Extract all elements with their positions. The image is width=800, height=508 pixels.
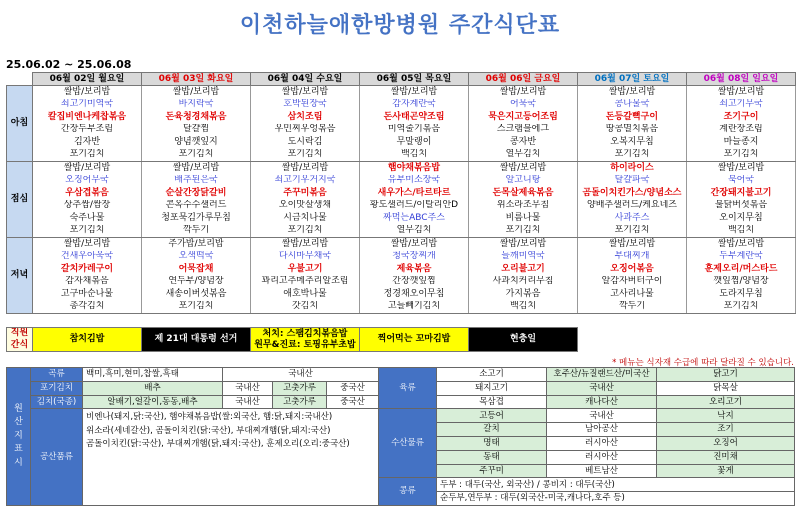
menu-cell: 가지볶음 <box>469 288 578 301</box>
menu-cell: 꽈리고추메추리알조림 <box>251 276 360 289</box>
menu-cell: 북어국 <box>687 175 796 188</box>
sea-item: 낙지 <box>657 409 795 423</box>
sea-item: 명태 <box>437 436 547 450</box>
menu-cell: 포기김치 <box>142 301 251 314</box>
sea-item: 주꾸미 <box>437 464 547 478</box>
menu-cell: 어묵국 <box>469 99 578 112</box>
snack-item <box>33 328 142 352</box>
menu-cell: 포기김치 <box>578 225 687 238</box>
grain-label: 곡류 <box>31 368 83 382</box>
menu-cell: 유부미소장국 <box>360 175 469 188</box>
menu-cell: 미역줄기볶음 <box>360 124 469 137</box>
meat-item: 닭고기 <box>657 368 795 382</box>
menu-cell: 비름나물 <box>469 212 578 225</box>
menu-cell: 삼치조림 <box>251 111 360 124</box>
menu-cell: 오리불고기 <box>469 263 578 276</box>
kimchi2-label: 김치(국종) <box>31 395 83 409</box>
menu-cell: 쌀밥/보리밥 <box>33 86 142 99</box>
menu-cell: 쌀밥/보리밥 <box>578 238 687 251</box>
menu-cell: 애호박나물 <box>251 288 360 301</box>
menu-cell: 김자반 <box>33 136 142 149</box>
menu-cell: 쌀밥/보리밥 <box>142 86 251 99</box>
snack-item <box>687 328 796 352</box>
menu-cell: 알고니탕 <box>469 175 578 188</box>
menu-cell: 주가밥/보리밥 <box>142 238 251 251</box>
menu-cell: 포기김치 <box>578 149 687 162</box>
menu-cell: 땅콩멸치볶음 <box>578 124 687 137</box>
menu-cell: 사과주스 <box>578 212 687 225</box>
menu-cell: 황도샐러드/이탈리안D <box>360 200 469 213</box>
menu-cell: 포기김치 <box>33 149 142 162</box>
menu-cell: 포기김치 <box>251 149 360 162</box>
day-header: 06월 08일 일요일 <box>687 73 796 86</box>
processed-line: 비엔나(돼지,닭:국산), 햄야채볶음밥(쌀:외국산, 햄:닭,돼지:국내산) <box>86 412 333 423</box>
snack-text: 참치김밥 <box>69 334 105 345</box>
menu-cell: 새송이버섯볶음 <box>142 288 251 301</box>
menu-cell: 숙주나물 <box>33 212 142 225</box>
snack-text: 처치: 스팸김치볶음밥 <box>262 328 348 339</box>
menu-cell: 쌀밥/보리밥 <box>469 86 578 99</box>
menu-cell: 콘옥수수샐러드 <box>142 200 251 213</box>
menu-cell: 백김치 <box>360 149 469 162</box>
sea-item: 갈치 <box>437 423 547 437</box>
menu-cell: 쌀밥/보리밥 <box>687 238 796 251</box>
menu-cell: 오징어무국 <box>33 175 142 188</box>
menu-cell: 포기김치 <box>142 149 251 162</box>
menu-cell: 간장두부조림 <box>33 124 142 137</box>
menu-cell: 새우가스/타르타르 <box>360 187 469 200</box>
sea-item: 조기 <box>657 423 795 437</box>
menu-cell: 고들빼기김치 <box>360 301 469 314</box>
menu-cell: 시금치나물 <box>251 212 360 225</box>
menu-cell: 들깨미역국 <box>469 251 578 264</box>
menu-cell: 짜먹는ABC주스 <box>360 212 469 225</box>
menu-cell: 정경채오이무침 <box>360 288 469 301</box>
menu-cell: 도시락김 <box>251 136 360 149</box>
sea-item: 꽃게 <box>657 464 795 478</box>
snack-text: 원무&진료: 토핑유부초밥 <box>254 339 356 350</box>
menu-cell: 사과치커리무침 <box>469 276 578 289</box>
menu-cell: 돈육청경채볶음 <box>142 111 251 124</box>
menu-cell: 쌀밥/보리밥 <box>251 162 360 175</box>
menu-cell: 불닭버섯볶음 <box>687 200 796 213</box>
sea-country: 러시아산 <box>547 450 657 464</box>
menu-cell: 포기김치 <box>33 225 142 238</box>
menu-cell: 간장깻잎찜 <box>360 276 469 289</box>
day-header: 06월 02일 월요일 <box>33 73 142 86</box>
menu-cell: 열무김치 <box>360 225 469 238</box>
menu-cell: 포기김치 <box>469 225 578 238</box>
bean-line: 두부 : 대두(국산, 외국산) / 콩비지 : 대두(국산) <box>437 478 795 492</box>
menu-cell: 백김치 <box>469 301 578 314</box>
pepper-label: 고춧가루 <box>273 381 327 395</box>
menu-cell: 쇠고기미역국 <box>33 99 142 112</box>
snack-label-top: 직원 <box>10 328 29 338</box>
origin-table <box>6 367 795 506</box>
menu-cell: 청포묵김가루무침 <box>142 212 251 225</box>
menu-cell: 계란장조림 <box>687 124 796 137</box>
meal-label: 점심 <box>7 162 33 238</box>
sea-item: 동태 <box>437 450 547 464</box>
menu-cell: 백김치 <box>687 225 796 238</box>
menu-cell: 부대찌개 <box>578 251 687 264</box>
menu-cell: 간장돼지불고기 <box>687 187 796 200</box>
sea-item: 고등어 <box>437 409 547 423</box>
snack-text: 제 21대 대통령 선거 <box>154 334 238 345</box>
menu-cell: 마늘종지 <box>687 136 796 149</box>
sea-country: 남아공산 <box>547 423 657 437</box>
menu-cell: 쌀밥/보리밥 <box>251 86 360 99</box>
menu-cell: 쌀밥/보리밥 <box>687 162 796 175</box>
menu-cell: 고사리나물 <box>578 288 687 301</box>
bean-line: 순두부,연두부 : 대두(외국산-미국,캐나다,호주 등) <box>437 492 795 506</box>
menu-cell: 두부계란국 <box>687 251 796 264</box>
menu-cell: 포기김치 <box>251 225 360 238</box>
menu-cell: 곰돌이치킨가스/양념소스 <box>578 187 687 200</box>
menu-cell: 청국장찌개 <box>360 251 469 264</box>
menu-cell: 건새우아욱국 <box>33 251 142 264</box>
menu-cell: 햄야채볶음밥 <box>360 162 469 175</box>
menu-cell: 쌀밥/보리밥 <box>687 86 796 99</box>
menu-cell: 콩자반 <box>469 136 578 149</box>
menu-cell: 호박된장국 <box>251 99 360 112</box>
menu-cell: 오복지무침 <box>578 136 687 149</box>
sea-item: 진미채 <box>657 450 795 464</box>
menu-cell: 감자채볶음 <box>33 276 142 289</box>
menu-cell: 우삼겹볶음 <box>33 187 142 200</box>
menu-cell: 쇠고기무국 <box>687 99 796 112</box>
sea-label: 수산물류 <box>379 409 437 478</box>
menu-cell: 오이지무침 <box>687 212 796 225</box>
day-header: 06월 03일 화요일 <box>142 73 251 86</box>
snack-text: 찍어먹는 꼬마김밥 <box>377 334 451 345</box>
menu-cell: 상추쌈/쌈장 <box>33 200 142 213</box>
menu-cell: 스크램블에그 <box>469 124 578 137</box>
meal-label: 저녁 <box>7 238 33 314</box>
menu-cell: 무말랭이 <box>360 136 469 149</box>
kimchi-label: 포기김치 <box>31 381 83 395</box>
day-header: 06월 06일 금요일 <box>469 73 578 86</box>
menu-cell: 훈제오리/머스타드 <box>687 263 796 276</box>
menu-cell: 달걀파국 <box>578 175 687 188</box>
menu-cell: 달걀찜 <box>142 124 251 137</box>
menu-cell: 연두부/양념장 <box>142 276 251 289</box>
grain-value: 백미,흑미,현미,찹쌀,흑태 <box>83 368 223 382</box>
menu-cell: 쌀밥/보리밥 <box>578 86 687 99</box>
pepper2-country: 중국산 <box>327 395 379 409</box>
processed-text <box>83 409 379 506</box>
menu-cell: 어묵잡채 <box>142 263 251 276</box>
menu-cell: 깍두기 <box>142 225 251 238</box>
kimchi-country: 국내산 <box>223 381 273 395</box>
menu-cell: 돈목살제육볶음 <box>469 187 578 200</box>
menu-cell: 쌀밥/보리밥 <box>33 162 142 175</box>
menu-cell: 오징어볶음 <box>578 263 687 276</box>
sea-country: 국내산 <box>547 409 657 423</box>
date-range: 25.06.02 ~ 25.06.08 <box>6 58 132 71</box>
snack-item <box>469 328 578 352</box>
snack-label <box>7 328 33 352</box>
origin-side-label <box>7 368 31 506</box>
menu-change-note: * 메뉴는 식자재 수급에 따라 달라질 수 있습니다. <box>612 358 794 368</box>
menu-cell: 쌀밥/보리밥 <box>33 238 142 251</box>
menu-cell: 알감자버터구이 <box>578 276 687 289</box>
sea-country: 러시아산 <box>547 436 657 450</box>
menu-cell: 오색떡국 <box>142 251 251 264</box>
menu-cell: 양념깻잎지 <box>142 136 251 149</box>
meat-country: 호주산/뉴질랜드산/미국산 <box>547 368 657 382</box>
snack-item <box>360 328 469 352</box>
processed-line: 위소라(세네갈산), 곰돌이치킨(닭:국산), 부대찌개햄(닭,돼지:국산) <box>86 425 331 436</box>
page-title: 이천하늘애한방병원 주간식단표 <box>239 13 561 38</box>
day-header: 06월 07일 토요일 <box>578 73 687 86</box>
menu-cell: 주꾸미볶음 <box>251 187 360 200</box>
header-corner <box>7 73 33 86</box>
menu-cell: 위소라조무침 <box>469 200 578 213</box>
meat-item: 오리고기 <box>657 395 795 409</box>
meat-item: 돼지고기 <box>437 381 547 395</box>
kimchi2-item: 알배기,얼갈이,동동,배추 <box>83 395 223 409</box>
meat-label: 육류 <box>379 368 437 409</box>
menu-cell: 콩나물국 <box>578 99 687 112</box>
menu-cell: 쌀밥/보리밥 <box>142 162 251 175</box>
meat-item: 목삼겹 <box>437 395 547 409</box>
menu-cell: 쌀밥/보리밥 <box>469 238 578 251</box>
meat-item: 소고기 <box>437 368 547 382</box>
snack-item <box>251 328 360 352</box>
menu-cell: 포기김치 <box>687 301 796 314</box>
day-header: 06월 04일 수요일 <box>251 73 360 86</box>
snack-item <box>578 328 687 352</box>
sea-country: 베트남산 <box>547 464 657 478</box>
snack-label-bottom: 간식 <box>10 339 29 350</box>
menu-cell: 양배추샐러드/케요네즈 <box>578 200 687 213</box>
kimchi2-country: 국내산 <box>223 395 273 409</box>
processed-line: 곰돌이치킨(닭:국산), 부대찌개햄(닭,돼지:국산), 훈제오리(오리:중국산) <box>86 438 350 449</box>
menu-cell: 도라지무침 <box>687 288 796 301</box>
menu-cell: 열무김치 <box>469 149 578 162</box>
menu-cell: 갈치카레구이 <box>33 263 142 276</box>
menu-cell: 우민찌우엉볶음 <box>251 124 360 137</box>
staff-snack-row <box>6 327 796 352</box>
menu-cell: 배추된은국 <box>142 175 251 188</box>
menu-cell: 포기김치 <box>687 149 796 162</box>
meat-country: 캐나다산 <box>547 395 657 409</box>
menu-cell: 묵은지고등어조림 <box>469 111 578 124</box>
menu-cell: 조기구이 <box>687 111 796 124</box>
menu-cell: 쌀밥/보리밥 <box>360 86 469 99</box>
menu-cell: 쌀밥/보리밥 <box>251 238 360 251</box>
menu-cell: 감자계란국 <box>360 99 469 112</box>
menu-cell: 순살간장닭갈비 <box>142 187 251 200</box>
menu-cell: 쌀밥/보리밥 <box>360 238 469 251</box>
menu-cell: 다시마무채국 <box>251 251 360 264</box>
menu-cell: 쌀밥/보리밥 <box>469 162 578 175</box>
snack-item <box>142 328 251 352</box>
menu-cell: 하이라이스 <box>578 162 687 175</box>
menu-cell: 바지락국 <box>142 99 251 112</box>
pepper-country: 중국산 <box>327 381 379 395</box>
menu-cell: 깻잎찜/양념장 <box>687 276 796 289</box>
menu-cell: 돈사태곤약조림 <box>360 111 469 124</box>
menu-cell: 총각김치 <box>33 301 142 314</box>
menu-cell: 깍두기 <box>578 301 687 314</box>
kimchi-item: 배추 <box>83 381 223 395</box>
pepper2-label: 고춧가루 <box>273 395 327 409</box>
menu-cell: 칼집비엔나케찹볶음 <box>33 111 142 124</box>
meat-country: 국내산 <box>547 381 657 395</box>
menu-cell: 우불고기 <box>251 263 360 276</box>
menu-cell: 쇠고기우거지국 <box>251 175 360 188</box>
grain-country: 국내산 <box>223 368 379 382</box>
meat-item: 닭목살 <box>657 381 795 395</box>
processed-label: 공산품류 <box>31 409 83 506</box>
menu-cell: 돈등갈뼉구이 <box>578 111 687 124</box>
meal-label: 아침 <box>7 86 33 162</box>
menu-cell: 갓김치 <box>251 301 360 314</box>
day-header: 06월 05일 목요일 <box>360 73 469 86</box>
bean-label: 콩류 <box>379 478 437 506</box>
menu-cell: 고구마순나물 <box>33 288 142 301</box>
menu-cell: 오이맛살생채 <box>251 200 360 213</box>
weekly-menu-table <box>6 72 796 314</box>
origin-side-text: 원산지표시 <box>14 403 23 468</box>
menu-cell: 제육볶음 <box>360 263 469 276</box>
snack-text: 현충일 <box>509 334 537 345</box>
sea-item: 오징어 <box>657 436 795 450</box>
